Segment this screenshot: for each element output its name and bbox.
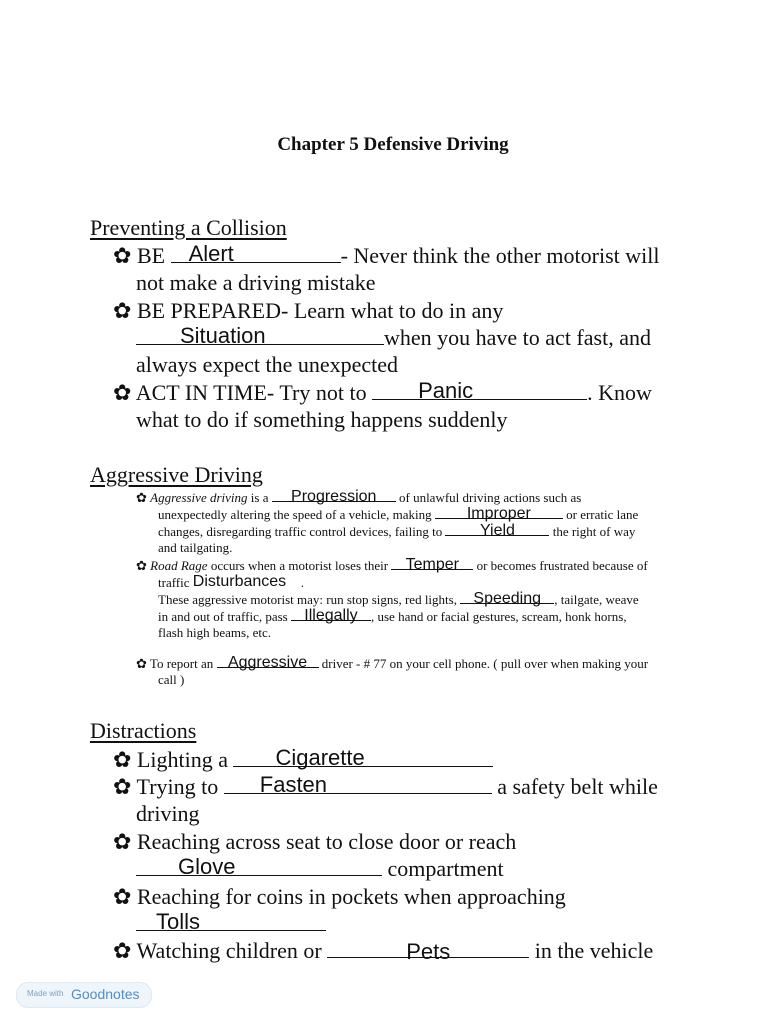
bullet-icon: ✿: [113, 774, 132, 799]
text: traffic: [158, 575, 190, 590]
answer-blank: [192, 573, 301, 590]
answer-blank: [272, 488, 396, 505]
answer-blank: [327, 938, 529, 964]
distraction-coins: [113, 883, 566, 910]
term: Road Rage: [150, 558, 208, 573]
answer-blank: [224, 772, 492, 797]
bullet-icon: ✿: [136, 558, 147, 573]
bullet-text: - Never think the other motorist will: [340, 243, 660, 268]
bullet-icon: ✿: [113, 829, 132, 854]
text: .: [300, 575, 305, 590]
text: or becomes frustrated because of: [476, 558, 648, 573]
handwritten-answer: Pets: [406, 939, 451, 964]
answer-blank: [445, 522, 549, 539]
answer-blank: [435, 505, 563, 522]
bullet-continuation: what to do if something happens suddenly: [136, 407, 508, 432]
handwritten-answer: Improper: [466, 505, 531, 522]
term: Aggressive driving: [150, 490, 248, 505]
section-heading-preventing: Preventing a Collision: [90, 215, 287, 240]
text: in and out of traffic, pass: [158, 609, 288, 624]
distraction-lighting: [113, 746, 493, 773]
bullet-text: when you have to act fast, and: [384, 325, 651, 350]
handwritten-answer: Temper: [405, 556, 459, 573]
road-rage-paragraph: [136, 556, 648, 574]
distraction-fasten: [113, 773, 658, 800]
text: of unlawful driving actions such as: [398, 490, 582, 505]
bullet-be-alert: [113, 242, 660, 269]
text: , use hand or facial gestures, scream, honk horns,: [370, 609, 627, 624]
handwritten-answer: Progression: [291, 488, 377, 505]
text: , tailgate, weave: [554, 592, 639, 607]
handwritten-answer: Aggressive: [227, 654, 308, 671]
aggressive-paragraph-1: [136, 488, 581, 506]
section-heading-aggressive: Aggressive Driving: [90, 462, 263, 487]
handwritten-answer: Panic: [418, 378, 474, 403]
handwritten-answer: Yield: [479, 522, 515, 539]
answer-blank: [233, 745, 493, 770]
handwritten-answer: Glove: [178, 854, 236, 879]
text: is a: [247, 490, 269, 505]
bullet-icon: ✿: [113, 380, 132, 405]
answer-blank: [136, 854, 382, 879]
aggressive-paragraph-1-line: and tailgating.: [158, 540, 233, 555]
bullet-text: . Know: [587, 380, 652, 405]
bullet-text: BE PREPARED- Learn what to do in any: [136, 298, 504, 323]
bullet-continuation: [136, 855, 504, 882]
text: To report an: [149, 656, 214, 671]
section-heading-distractions: Distractions: [90, 718, 197, 743]
road-rage-line: [158, 607, 627, 625]
text: These aggressive motorist may: run stop signs, red lights,: [158, 592, 457, 607]
text: occurs when a motorist loses their: [207, 558, 389, 573]
text: unexpectedly altering the speed of a vehicle, making: [158, 507, 432, 522]
text: or erratic lane: [566, 507, 639, 522]
bullet-icon: ✿: [113, 298, 132, 323]
answer-blank: [291, 607, 371, 624]
bullet-text: Watching children or: [136, 938, 322, 963]
bullet-text: compartment: [387, 856, 504, 881]
bullet-text: ACT IN TIME- Try not to: [135, 380, 367, 405]
bullet-icon: ✿: [113, 747, 132, 772]
answer-blank: [136, 909, 326, 934]
bullet-text: Reaching across seat to close door or reach: [136, 829, 517, 854]
handwritten-answer: Situation: [180, 323, 266, 348]
bullet-continuation: [136, 910, 326, 937]
handwritten-answer: Alert: [188, 241, 234, 266]
bullet-text: a safety belt while: [497, 774, 658, 799]
handwritten-answer: Tolls: [156, 909, 201, 934]
bullet-continuation: always expect the unexpected: [136, 352, 399, 377]
bullet-icon: ✿: [113, 243, 132, 268]
text: the right of way: [552, 524, 636, 539]
answer-blank: [171, 241, 341, 266]
handwritten-answer: Cigarette: [275, 745, 365, 770]
text: driver - # 77 on your cell phone. ( pull over when making your: [321, 656, 649, 671]
answer-blank: [136, 323, 384, 348]
distraction-children: [113, 937, 653, 964]
bullet-text: BE: [136, 243, 166, 268]
aggressive-paragraph-1-line: [158, 522, 635, 540]
bullet-continuation: [136, 324, 651, 351]
handwritten-answer: Disturbances: [192, 573, 287, 590]
bullet-text: in the vehicle: [534, 938, 654, 963]
report-paragraph: [136, 654, 648, 672]
bullet-icon: ✿: [136, 490, 147, 505]
answer-blank: [372, 378, 587, 403]
answer-blank: [391, 556, 473, 573]
handwritten-answer: Speeding: [473, 590, 542, 607]
goodnotes-logo: Goodnotes: [71, 986, 140, 1002]
road-rage-line: [158, 573, 304, 591]
badge-prefix: Made with: [27, 989, 64, 998]
handwritten-answer: Illegally: [304, 607, 358, 624]
page-title: Chapter 5 Defensive Driving: [277, 134, 509, 155]
bullet-be-prepared: [113, 297, 503, 324]
aggressive-paragraph-1-line: [158, 505, 638, 523]
answer-blank: [217, 654, 319, 671]
bullet-continuation: not make a driving mistake: [136, 270, 376, 295]
distraction-reaching-door: [113, 828, 516, 855]
bullet-icon: ✿: [113, 938, 132, 963]
road-rage-line: [158, 590, 639, 608]
bullet-text: Reaching for coins in pockets when approaching: [136, 884, 566, 909]
handwritten-answer: Fasten: [259, 772, 328, 797]
bullet-icon: ✿: [136, 656, 147, 671]
road-rage-line: flash high beams, etc.: [158, 625, 271, 640]
bullet-text: Lighting a: [136, 747, 228, 772]
bullet-icon: ✿: [113, 884, 132, 909]
answer-blank: [460, 590, 554, 607]
bullet-act-in-time: [113, 379, 652, 406]
made-with-goodnotes-badge[interactable]: [16, 982, 152, 1008]
text: changes, disregarding traffic control devices, failing to: [158, 524, 443, 539]
bullet-continuation: driving: [136, 801, 200, 826]
report-paragraph-line: call ): [158, 672, 185, 687]
bullet-text: Trying to: [136, 774, 219, 799]
